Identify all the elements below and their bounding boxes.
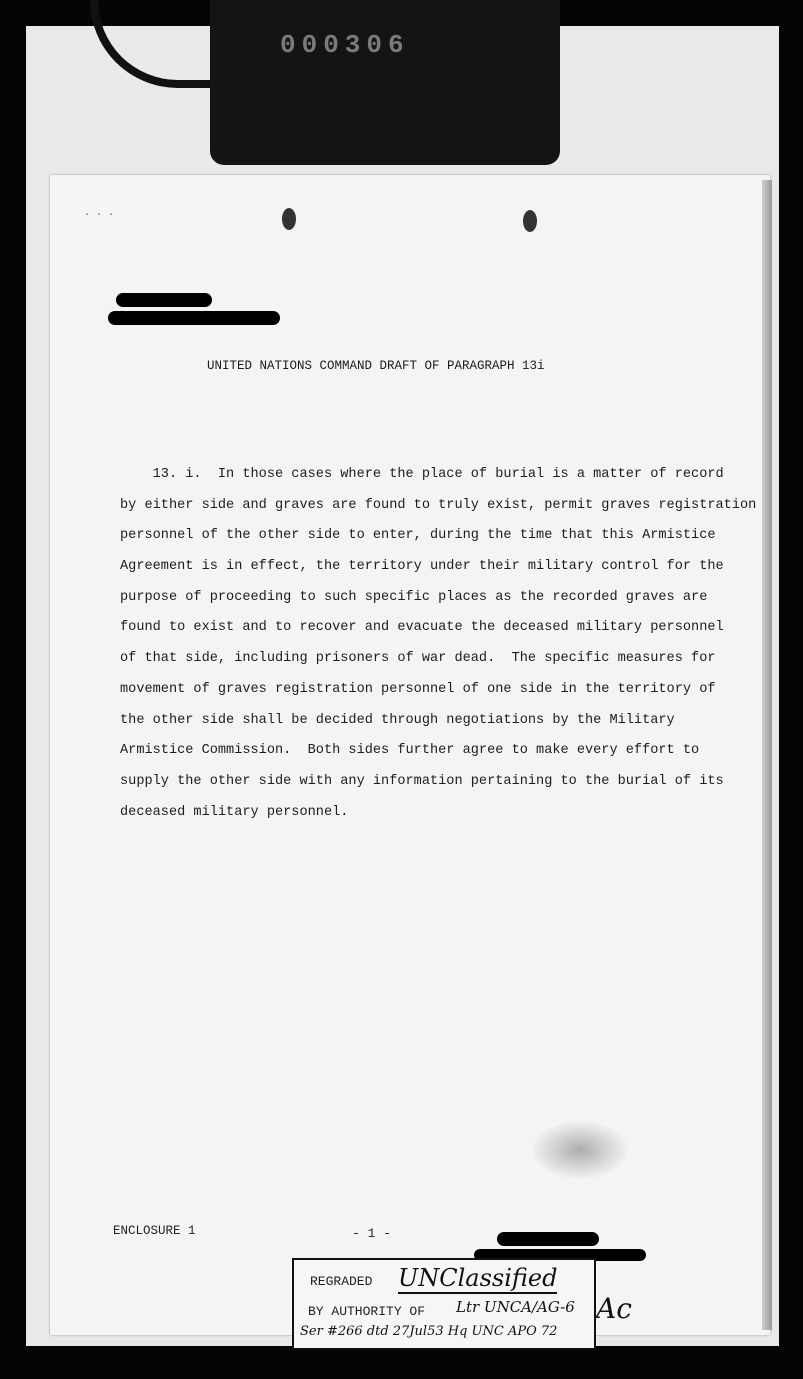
redaction-bar [108,311,280,325]
body-line: the other side shall be decided through negotiations by the Military [120,712,675,728]
redaction-bar [497,1232,599,1246]
handwritten-initials: Ac [596,1292,632,1325]
redaction-bar [116,293,212,307]
body-line: Agreement is in effect, the territory under their military control for the [120,559,724,575]
body-line: by either side and graves are found to truly exist, permit graves registration [120,497,757,513]
regraded-value-handwritten: UNClassified [398,1264,558,1292]
body-line: deceased military personnel. [120,804,349,820]
body-line: 13. i. In those cases where the place of burial is a matter of record [120,467,724,482]
microfilm-frame-counter [210,0,560,165]
enclosure-label: ENCLOSURE 1 [113,1224,196,1238]
authority-label: BY AUTHORITY OF [308,1304,426,1319]
body-line: personnel of the other side to enter, during the time that this Armistice [120,528,716,544]
declassification-stamp [292,1258,596,1350]
body-line: purpose of proceeding to such specific places as the recorded graves are [120,589,708,605]
paragraph-13i [120,460,757,828]
authority-value-handwritten: Ltr UNCA/AG-6 [456,1298,575,1316]
body-line: of that side, including prisoners of war dead. The specific measures for [120,651,716,667]
page-number: - 1 - [352,1226,392,1241]
body-line: supply the other side with any information pertaining to the burial of its [120,773,724,789]
body-line: Armistice Commission. Both sides further agree to make every effort to [120,743,700,759]
page-specks: · · · [84,210,115,221]
punch-hole-left [282,208,296,230]
body-line: movement of graves registration personnel of one side in the territory of [120,681,716,697]
punch-hole-right [523,210,537,232]
regraded-label: REGRADED [310,1274,373,1289]
frame-counter-number: 000306 [280,30,410,60]
document-title: UNITED NATIONS COMMAND DRAFT OF PARAGRAPH 13i [207,359,545,373]
reference-line-handwritten: Ser #266 dtd 27Jul53 Hq UNC APO 72 [300,1324,558,1339]
page-edge-shadow [762,180,772,1330]
body-line: found to exist and to recover and evacuate the deceased military personnel [120,620,724,636]
ink-smudge [530,1120,630,1180]
